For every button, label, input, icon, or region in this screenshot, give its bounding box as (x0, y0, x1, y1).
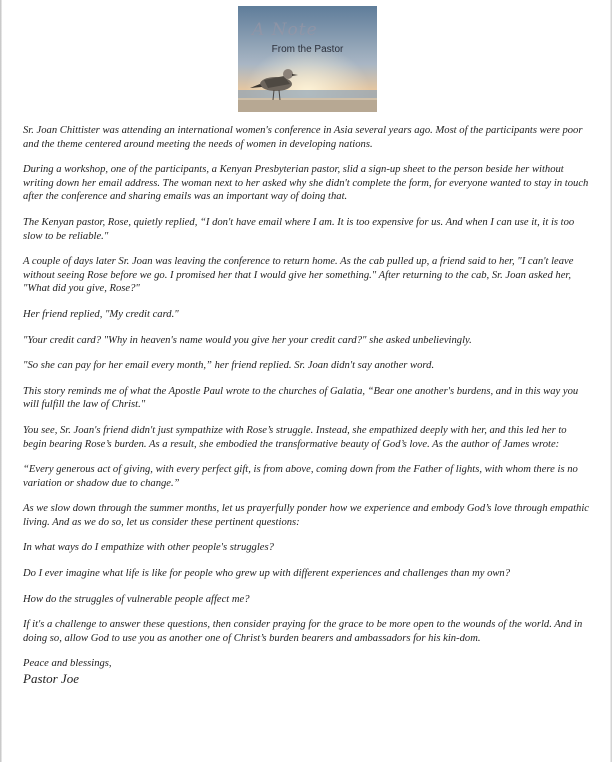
letter-paragraph: You see, Sr. Joan's friend didn't just sympathize with Rose’s struggle. Instead, she empathized deeply with her, and this led her to begin bearing Rose’s burden. As a result, she embodied the transformative beauty of God’s love. As the author of James wrote: (23, 424, 567, 450)
letter-paragraph: The Kenyan pastor, Rose, quietly replied, “I don't have email where I am. It is too expensive for us. And when I can use it, it is too slow to be reliable." (23, 216, 575, 242)
letter-paragraph: Sr. Joan Chittister was attending an international women's conference in Asia several years ago. Most of the participants were poor and the theme centered around meeting the needs of women in developing nations. (23, 125, 583, 150)
letter-paragraph: "So she can pay for her email every month,” her friend replied. Sr. Joan didn't say another word. (23, 360, 435, 372)
letter-paragraph: A couple of days later Sr. Joan was leaving the conference to return home. As the cab pulled up, a friend said to her, "I can't leave without seeing Rose before we go. I promised her that I would give her something." After returning to the cab, Sr. Joan asked her, "What did you give, Rose?" (23, 256, 574, 295)
letter-paragraph: This story reminds me of what the Apostle Paul wrote to the churches of Galatia, “Bear one another's burdens, and in this way you will fulfill the law of Christ." (23, 385, 579, 411)
bible-quote: “Every generous act of giving, with every perfect gift, is from above, coming down from the Father of lights, with whom there is no variation or shadow due to change.” (23, 464, 578, 489)
signoff (23, 657, 589, 685)
letter-paragraph: If it's a challenge to answer these questions, then consider praying for the grace to be more open to the wounds of the world. And in doing so, allow God to use you as another one of Christ’s burden bearers and ambassadors for his kin-dom. (23, 619, 583, 644)
masthead-script-word: A Note (252, 20, 318, 40)
letter-paragraph: During a workshop, one of the participants, a Kenyan Presbyterian pastor, slid a sign-up sheet to the person beside her without writing down her email address. The woman next to her asked why she didn't complete the form, for everyone wanted to stay in touch after the conference and sharing emails was an important way of doing that. (23, 164, 589, 203)
reflection-question: How do the struggles of vulnerable people affect me? (23, 593, 250, 605)
reflection-question: In what ways do I empathize with other people's struggles? (23, 542, 274, 554)
signature: Pastor Joe (23, 671, 79, 687)
letter-paragraph: As we slow down through the summer months, let us prayerfully ponder how we experience and embody God’s love through empathic living. And as we do so, let us consider these pertinent questions: (23, 503, 590, 528)
letter-paragraph: "Your credit card? "Why in heaven's name would you give her your credit card?" she asked unbelievingly. (23, 334, 472, 346)
page-edge (0, 0, 2, 762)
pastor-letter (23, 124, 589, 686)
masthead-title: From the Pastor (271, 44, 344, 55)
reflection-question: Do I ever imagine what life is like for people who grew up with different experiences and challenges than my own? (23, 568, 511, 580)
letter-paragraph: Her friend replied, "My credit card." (23, 308, 179, 320)
masthead-image (238, 6, 377, 112)
closing-line: Peace and blessings, (23, 658, 112, 670)
